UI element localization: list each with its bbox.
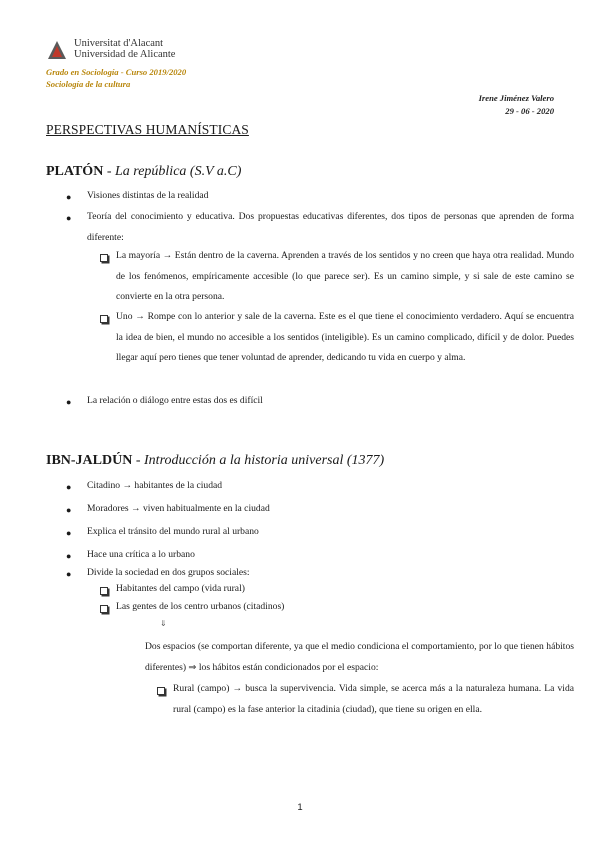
author-info — [479, 92, 554, 117]
section-heading-platon: PLATÓN - La república (S.V a.C) — [46, 164, 242, 179]
document-date: 29 - 06 - 2020 — [505, 105, 554, 116]
square-bullet-icon — [100, 315, 108, 323]
course-info — [46, 67, 186, 90]
bullet-dot-icon: ● — [66, 551, 72, 561]
down-arrow-icon: ⇓ — [160, 619, 167, 628]
university-name-2: Universidad de Alicante — [74, 49, 176, 60]
bullet-dot-icon: ● — [66, 482, 72, 492]
bullet-dot-icon: ● — [66, 192, 72, 202]
list-item: Teoría del conocimiento y educativa. Dos propuestas educativas diferentes, dos tipos de personas que aprenden de forma diferente: — [87, 211, 574, 243]
university-logo — [46, 38, 175, 61]
square-bullet-icon — [100, 587, 108, 595]
course-degree: Grado en Sociología - Curso 2019/2020 — [46, 67, 187, 77]
sub-list-item: La mayoría → Están dentro de la caverna. Aprenden a través de los sentidos y no creen que haya otra realidad. Mundo de los fenómenos, empíricamente accesible (lo que parece ser). Es un camino simple, y si sale de este camino se convierte en la otra persona. — [116, 250, 574, 302]
paragraph: Dos espacios (se comportan diferente, ya que el medio condiciona el comportamiento, por lo que tienen hábitos diferentes) ⇒ los hábitos están condicionados por el espacio: — [145, 641, 574, 673]
sub-list-item: Las gentes de los centro urbanos (citadinos) — [116, 601, 285, 612]
bullet-dot-icon: ● — [66, 213, 72, 223]
list-item: Moradores → viven habitualmente en la ciudad — [87, 503, 270, 514]
author-heading: IBN-JALDÚN — [46, 453, 133, 468]
sub-sub-list-item: Rural (campo) → busca la supervivencia. Vida simple, se acerca más a la naturaleza humana. La vida rural (campo) es la fase anterior la citadinia (ciudad), que tiene su origen en ella. — [173, 683, 574, 715]
section-heading-ibn-jaldun: IBN-JALDÚN - Introducción a la historia universal (1377) — [46, 453, 385, 468]
list-item: Visiones distintas de la realidad — [87, 190, 209, 201]
bullet-dot-icon: ● — [66, 505, 72, 515]
bullet-dot-icon: ● — [66, 528, 72, 538]
bullet-dot-icon: ● — [66, 569, 72, 579]
square-bullet-icon — [100, 254, 108, 262]
bullet-dot-icon: ● — [66, 397, 72, 407]
page-title: PERSPECTIVAS HUMANÍSTICAS — [46, 122, 249, 137]
square-bullet-icon — [157, 687, 165, 695]
work-title: Introducción a la historia universal (1377) — [144, 453, 385, 468]
sub-list-item: Habitantes del campo (vida rural) — [116, 583, 245, 594]
sub-list-item: Uno → Rompe con lo anterior y sale de la caverna. Este es el que tiene el conocimiento verdadero. Aquí se encuentra la idea de bien, el mundo no accesible a los sentidos (inteligible). Es un camino complicado, difícil y de dolor. Puedes llegar aquí pero tienes que tener voluntad de aprender, dedicando tu vida en cuerpo y alma. — [116, 311, 574, 363]
square-bullet-icon — [100, 605, 108, 613]
list-item: La relación o diálogo entre estas dos es difícil — [87, 395, 263, 406]
list-item: Explica el tránsito del mundo rural al urbano — [87, 526, 259, 537]
university-name-1: Universitat d'Alacant — [74, 38, 164, 49]
list-item: Hace una crítica a lo urbano — [87, 549, 195, 560]
work-title: La república (S.V a.C) — [114, 164, 242, 179]
list-item: Divide la sociedad en dos grupos sociales: — [87, 567, 250, 578]
list-item: Citadino → habitantes de la ciudad — [87, 480, 223, 491]
author-name: Irene Jiménez Valero — [478, 93, 554, 103]
course-subject: Sociología de la cultura — [46, 78, 131, 89]
university-logo-icon — [46, 39, 68, 61]
page-number: 1 — [297, 802, 303, 813]
author-heading: PLATÓN — [46, 164, 104, 179]
